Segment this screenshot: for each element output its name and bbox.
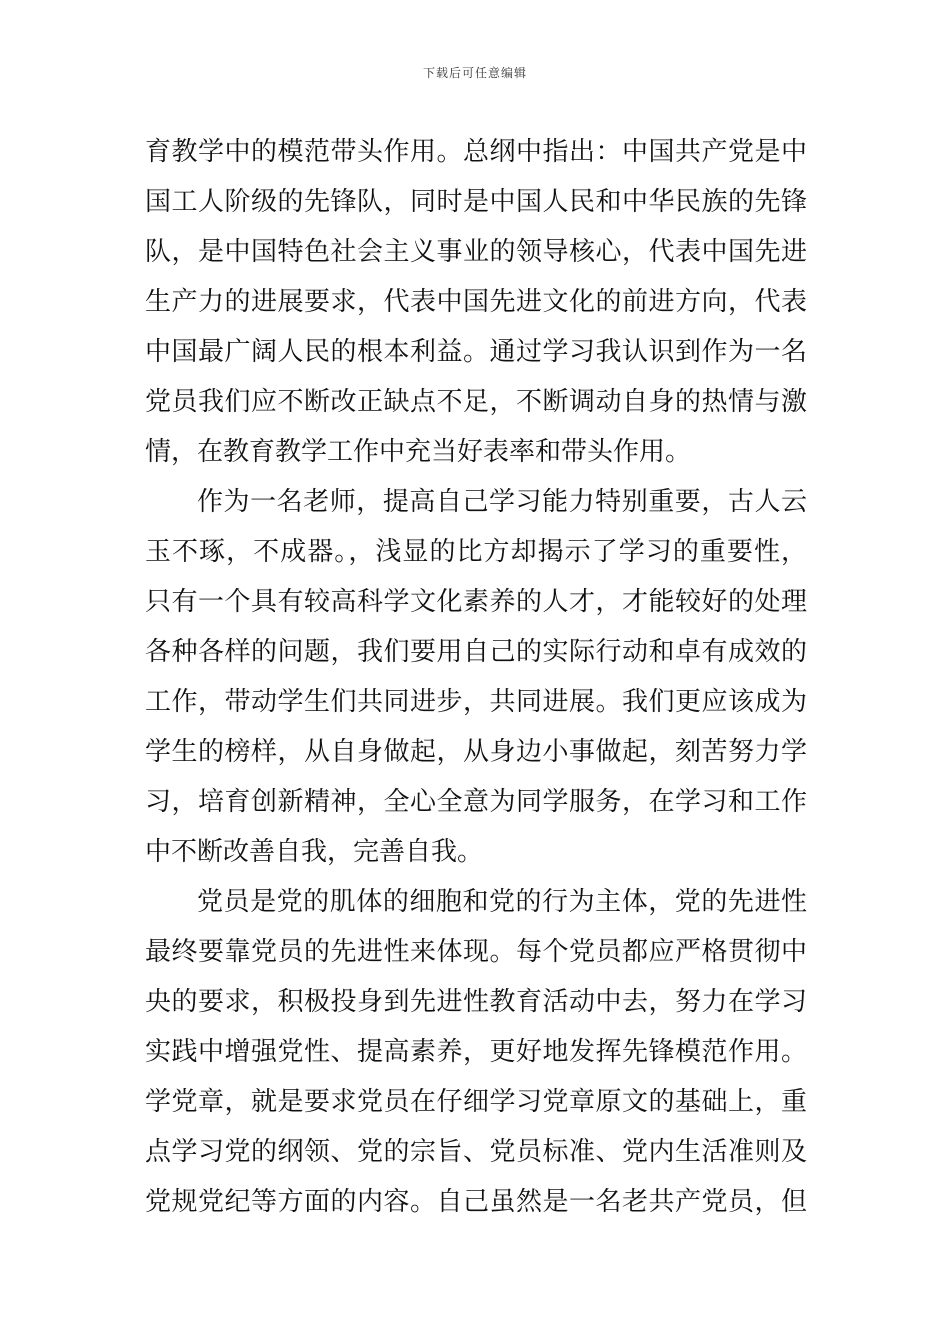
paragraph-3-line-7: 党规党纪等方面的内容。自己虽然是一名老共产党员，但 [145, 1187, 807, 1217]
document-body [145, 127, 807, 1227]
paragraph-3-line-4: 实践中增强党性、提高素养，更好地发挥先锋模范作用。 [145, 1037, 807, 1067]
paragraph-2-line-8: 中不断改善自我，完善自我。 [145, 837, 484, 867]
paragraph-3-line-3: 央的要求，积极投身到先进性教育活动中去，努力在学习 [145, 987, 807, 1017]
paragraph-1-line-4: 生产力的进展要求，代表中国先进文化的前进方向，代表 [145, 287, 807, 317]
paragraph-2-line-2: 玉不琢，不成器。，浅显的比方却揭示了学习的重要性， [145, 537, 807, 567]
paragraph-3-line-1: 党员是党的肌体的细胞和党的行为主体，党的先进性 [197, 887, 807, 917]
paragraph-2-line-6: 学生的榜样，从自身做起，从身边小事做起，刻苦努力学 [145, 737, 807, 767]
paragraph-2-line-1: 作为一名老师，提高自己学习能力特别重要，古人云 [197, 487, 807, 517]
paragraph-1-line-6: 党员我们应不断改正缺点不足，不断调动自身的热情与激 [145, 387, 807, 417]
paragraph-3-line-5: 学党章，就是要求党员在仔细学习党章原文的基础上，重 [145, 1087, 807, 1117]
paragraph-3-line-2: 最终要靠党员的先进性来体现。每个党员都应严格贯彻中 [145, 937, 807, 967]
paragraph-1-line-5: 中国最广阔人民的根本利益。通过学习我认识到作为一名 [145, 337, 807, 367]
paragraph-2-line-5: 工作，带动学生们共同进步，共同进展。我们更应该成为 [145, 687, 807, 717]
paragraph-1-line-1: 育教学中的模范带头作用。总纲中指出：中国共产党是中 [145, 137, 807, 167]
paragraph-3-line-6: 点学习党的纲领、党的宗旨、党员标准、党内生活准则及 [145, 1137, 807, 1167]
page-header: 下载后可任意编辑 [422, 66, 527, 80]
paragraph-2-line-7: 习，培育创新精神，全心全意为同学服务，在学习和工作 [145, 787, 807, 817]
paragraph-2-line-3: 只有一个具有较高科学文化素养的人才，才能较好的处理 [145, 587, 807, 617]
paragraph-1-line-2: 国工人阶级的先锋队，同时是中国人民和中华民族的先锋 [145, 187, 807, 217]
paragraph-1-line-7: 情，在教育教学工作中充当好表率和带头作用。 [145, 437, 692, 467]
paragraph-2-line-4: 各种各样的问题，我们要用自己的实际行动和卓有成效的 [145, 637, 807, 667]
paragraph-1-line-3: 队，是中国特色社会主义事业的领导核心，代表中国先进 [145, 237, 807, 267]
